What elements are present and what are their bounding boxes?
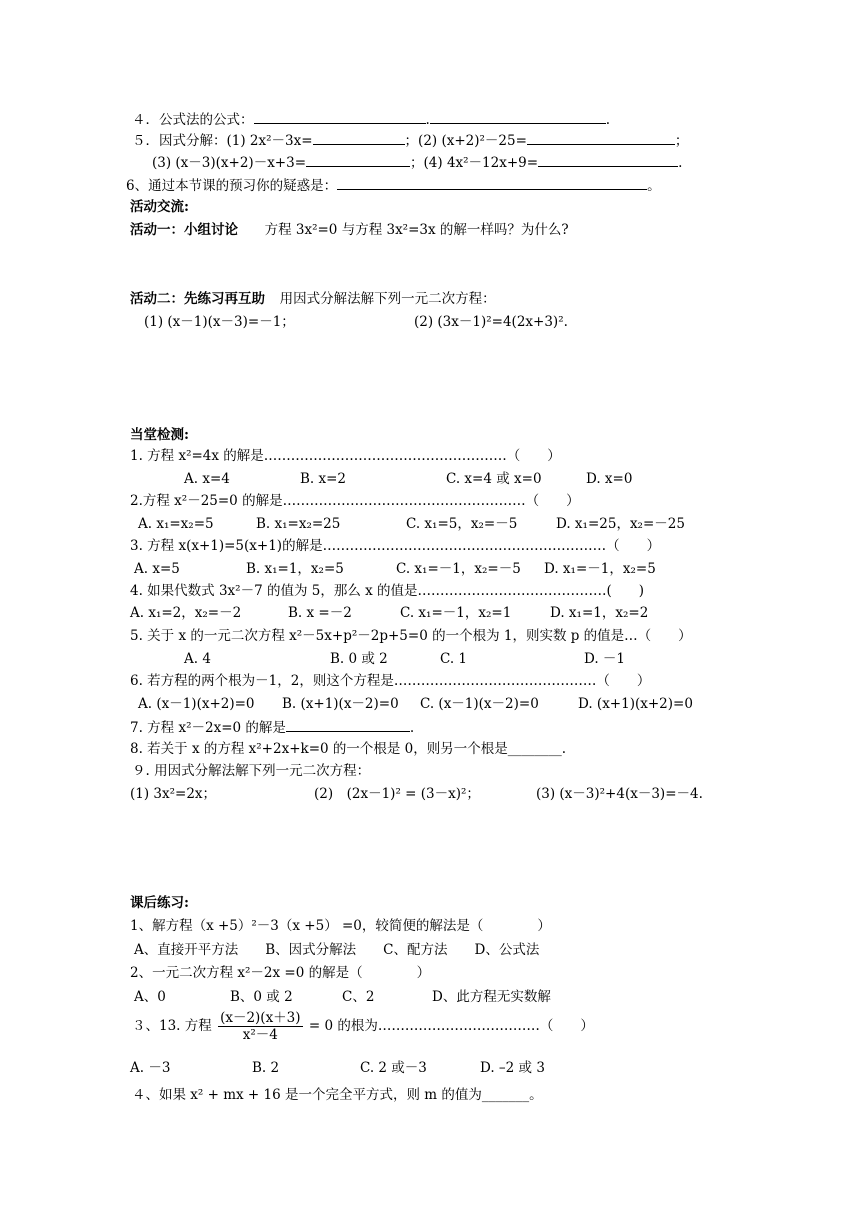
test-q5-d: D. －1: [584, 651, 626, 667]
test-q3-d: D. x₁=－1，x₂=5: [544, 561, 656, 577]
test-q3-b: B. x₁=1，x₂=5: [246, 561, 344, 577]
answer-blank: [306, 153, 410, 167]
test-q5-c: C. 1: [440, 651, 468, 667]
test-q8: 8. 若关于 x 的方程 x²+2x+k=0 的一个根是 0，则另一个根是________.: [130, 741, 567, 757]
activity-two-label: 活动二：先练习再互助: [130, 291, 265, 307]
hw-q2-b: B、0 或 2: [230, 989, 293, 1005]
test-q3-c: C. x₁=－1，x₂=－5: [396, 561, 521, 577]
test-q4-stem: 4. 如果代数式 3x²－7 的值为 5，那么 x 的值是……………………………………( ): [130, 583, 645, 599]
test-q2-stem: 2.方程 x²－25=0 的解是………………………………………………（ ）: [130, 493, 580, 509]
test-q6-stem: 6. 若方程的两个根为－1，2，则这个方程是………………………………………（ ）: [130, 673, 651, 689]
test-q6-a: A. (x－1)(x+2)=0: [138, 696, 255, 712]
answer-blank: [313, 131, 405, 145]
preview-q5b: [152, 153, 682, 172]
hw-q3-suffix: = 0 的根为………………………………（ ）: [308, 1018, 594, 1034]
hw-q3-d: D. –2 或 3: [480, 1060, 545, 1076]
q4-sep: .: [425, 112, 430, 128]
test-q2-c: C. x₁=5，x₂=－5: [406, 516, 518, 532]
answer-blank: [430, 110, 606, 124]
q7-end: .: [409, 720, 415, 736]
hw-q3-fraction: [218, 1010, 302, 1043]
hw-q2-a: A、0: [134, 989, 166, 1005]
answer-blank: [254, 110, 426, 124]
answer-blank: [337, 176, 647, 190]
test-q5-a: A. 4: [184, 651, 211, 667]
answer-blank: [286, 718, 410, 732]
hw-q3-c: C. 2 或－3: [360, 1060, 427, 1076]
test-q5-stem: 5. 关于 x 的一元二次方程 x²－5x+p²－2p+5=0 的一个根为 1，则实数 p 的值是…（ ）: [130, 628, 692, 644]
q6-text: 6、通过本节课的预习你的疑惑是：: [126, 178, 338, 194]
hw-q1-opts: A、直接开平方法 B、因式分解法 C、配方法 D、公式法: [134, 942, 540, 958]
test-q6-d: D. (x+1)(x+2)=0: [578, 696, 693, 712]
test-q2-b: B. x₁=x₂=25: [256, 516, 341, 532]
homework-heading: 课后练习:: [130, 895, 189, 911]
hw-q2-c: C、2: [342, 989, 375, 1005]
activity-one: [130, 221, 569, 239]
q7-text: 7. 方程 x²－2x=0 的解是: [130, 720, 286, 736]
hw-q3-stem: [132, 1008, 594, 1044]
test-q1-c: C. x=4 或 x=0: [446, 471, 542, 487]
activity-two: [130, 290, 496, 308]
test-q4-c: C. x₁=－1，x₂=1: [400, 605, 512, 621]
test-q5-b: B. 0 或 2: [330, 651, 388, 667]
test-q4-d: D. x₁=1，x₂=2: [550, 605, 649, 621]
test-q6-c: C. (x－1)(x－2)=0: [420, 696, 539, 712]
q5b-text: (3) (x－3)(x+2)－x+3=: [152, 155, 307, 171]
test-q9-e3: (3) (x－3)²+4(x－3)=－4.: [536, 786, 703, 802]
test-q9: ９. 用因式分解法解下列一元二次方程：: [132, 763, 371, 779]
answer-blank: [538, 153, 678, 167]
activity-eq2: (2) (3x－1)²=4(2x+3)².: [414, 314, 568, 330]
q5-text: ５．因式分解：(1) 2x²－3x=: [132, 133, 313, 149]
test-q4-b: B. x =－2: [288, 605, 352, 621]
hw-q3-b: B. 2: [252, 1060, 280, 1076]
q5b-part4: ；(4) 4x²－12x+9=: [410, 155, 539, 171]
hw-q2-d: D、此方程无实数解: [432, 989, 551, 1005]
activity-one-text: 方程 3x²=0 与方程 3x²=3x 的解一样吗？为什么?: [264, 222, 569, 238]
activity-eq1: (1) (x－1)(x－3)=－1；: [144, 314, 295, 330]
hw-q3-prefix: ３、13. 方程: [132, 1018, 212, 1034]
answer-blank: [527, 131, 675, 145]
test-q4-a: A. x₁=2，x₂=－2: [130, 605, 242, 621]
preview-q4: ４．公式法的公式： . .: [132, 112, 611, 128]
test-q7: [130, 718, 414, 737]
test-q6-b: B. (x+1)(x－2)=0: [282, 696, 399, 712]
test-q2-a: A. x₁=x₂=5: [138, 516, 214, 532]
activity-one-label: 活动一：小组讨论: [130, 222, 238, 238]
fraction-numerator: (x－2)(x＋3): [220, 1010, 301, 1026]
test-q2-d: D. x₁=25，x₂=－25: [556, 516, 685, 532]
hw-q4: ４、如果 x² + mx + 16 是一个完全平方式，则 m 的值为_______。: [132, 1087, 543, 1103]
test-q1-b: B. x=2: [300, 471, 347, 487]
q5b-end: .: [678, 155, 683, 171]
hw-q1-stem: 1、解方程（x +5）²－3（x +5） =0，较简便的解法是（ ）: [130, 918, 551, 934]
preview-q6: [126, 176, 661, 195]
test-q1-d: D. x=0: [586, 471, 633, 487]
q4-text: ４．公式法的公式：: [132, 112, 254, 128]
test-q1-stem: 1. 方程 x²=4x 的解是………………………………………………（ ）: [130, 448, 561, 464]
test-q3-stem: 3. 方程 x(x+1)=5(x+1)的解是………………………………………………………（ ）: [130, 538, 661, 554]
hw-q3-a: A. －3: [130, 1060, 171, 1076]
activity-heading: 活动交流:: [130, 199, 189, 215]
preview-q5: [132, 131, 688, 150]
q6-end: 。: [647, 178, 661, 194]
activity-two-text: 用因式分解法解下列一元二次方程：: [279, 291, 496, 307]
test-q3-a: A. x=5: [134, 561, 180, 577]
test-q9-e2: (2) (2x－1)² = (3－x)²；: [314, 786, 480, 802]
fraction-denominator: x²－4: [242, 1027, 278, 1043]
test-q1-a: A. x=4: [184, 471, 230, 487]
test-heading: 当堂检测:: [130, 427, 189, 443]
hw-q2-stem: 2、一元二次方程 x²－2x =0 的解是（ ）: [130, 965, 431, 981]
test-q9-e1: (1) 3x²=2x；: [130, 786, 217, 802]
q5-part2: ；(2) (x+2)²－25=: [404, 133, 527, 149]
q5-end: ；: [674, 133, 689, 149]
